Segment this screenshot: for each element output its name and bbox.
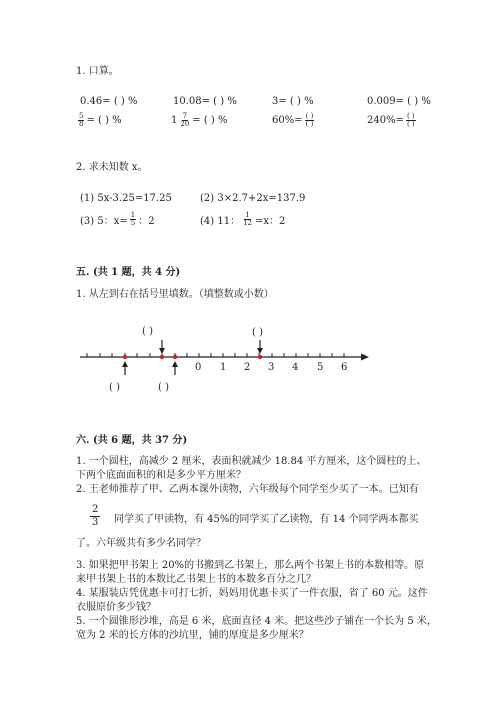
number-label-5: 5 [317, 362, 324, 373]
problem-1-line-2: 下两个底面面积的和是多少平方厘米？ [76, 470, 246, 481]
oral-item-4: 0.009= ( ) % [367, 96, 431, 107]
bottom-paren-left: ( ) [109, 382, 120, 393]
section-5-question-1: 1. 从左到右在括号里填数。（填整数或小数） [76, 289, 274, 300]
oral-item-3: 3= ( ) % [272, 96, 314, 107]
problem-5-line-1: 5. 一个圆锥形沙堆，高是 6 米，底面直径 4 米。把这些沙子铺在一个长为 5 米， [76, 616, 437, 627]
up-arrow-icon [172, 361, 178, 375]
oral-item-8: 240%= $\frac{( )}{( )}$ [367, 112, 415, 128]
number-line-arrow-icon [361, 354, 369, 361]
problem-2-fraction: $\frac{2}{3}$ [92, 504, 99, 528]
point-marker [173, 355, 177, 359]
problem-2-line-2: 同学买了甲读物，有 45%的同学买了乙读物，有 14 个同学两本都买 [114, 514, 419, 525]
oral-item-2: 10.08= ( ) % [173, 96, 237, 107]
problem-3-line-1: 3. 如果把甲书架上 20%的书搬到乙书架上，那么两个书架上书的本数相等。原 [76, 560, 425, 571]
number-line [80, 335, 370, 380]
fraction: $\frac{( )}{( )}$ [406, 112, 415, 128]
bottom-paren-right: ( ) [158, 382, 169, 393]
oral-item-6: 1 $\frac{7}{20}$ = ( ) % [171, 112, 228, 128]
question-2-title: 2. 求未知数 x。 [76, 162, 148, 173]
fraction: $\frac{( )}{( )}$ [305, 112, 314, 128]
oral-item-1: 0.46= ( ) % [80, 96, 138, 107]
up-arrow-icon [122, 361, 128, 375]
equation-2: (2) 3×2.7+2x=137.9 [200, 193, 306, 204]
down-arrow-icon [257, 340, 263, 354]
oral-item-7: 60%= $\frac{( )}{( )}$ [272, 112, 314, 128]
number-label-1: 1 [220, 362, 227, 373]
point-marker [123, 355, 127, 359]
problem-1-line-1: 1. 一个圆柱，高减少 2 厘米，表面积就减少 18.84 平方厘米，这个圆柱的上、 [76, 456, 427, 467]
top-paren-left: ( ) [142, 326, 153, 337]
problem-2-line-1: 2. 王老师推荐了甲、乙两本课外读物，六年级每个同学至少买了一本。已知有 [76, 484, 419, 495]
equation-3: (3) 5：x= $\frac{1}{5}$ ：2 [80, 211, 155, 227]
fraction: $\frac{7}{20}$ [180, 112, 190, 128]
number-label-4: 4 [292, 362, 299, 373]
equation-4: (4) 11： $\frac{1}{12}$ =x：2 [200, 211, 286, 227]
problem-4-line-2: 衣服原价多少钱？ [76, 602, 156, 613]
question-1-title: 1. 口算。 [76, 66, 119, 77]
top-paren-right: ( ) [252, 327, 263, 338]
oral-item-5: $\frac{5}{8}$ = ( ) % [79, 112, 122, 128]
problem-2-line-3: 了。六年级共有多少名同学？ [76, 538, 206, 549]
section-6-heading: 六. (共 6 题，共 37 分) [76, 435, 188, 446]
problem-4-line-1: 4. 某服装店凭优惠卡可打七折，妈妈用优惠卡买了一件衣服，省了 60 元。这件 [76, 588, 428, 599]
point-marker [160, 355, 164, 359]
problem-3-line-2: 来甲书架上书的本数比乙书架上书的本数多百分之几？ [76, 574, 316, 585]
problem-5-line-2: 宽为 2 米的长方体的沙坑里，铺的厚度是多少厘米？ [76, 630, 309, 641]
number-label-3: 3 [268, 362, 275, 373]
number-label-2: 2 [244, 362, 251, 373]
point-marker [258, 355, 262, 359]
fraction: $\frac{1}{12}$ [243, 211, 252, 227]
number-label-6: 6 [341, 362, 348, 373]
fraction: $\frac{1}{5}$ [130, 211, 136, 227]
equation-1: (1) 5x-3.25=17.25 [80, 193, 172, 204]
section-5-heading: 五. (共 1 题，共 4 分) [76, 267, 181, 278]
number-label-0: 0 [195, 362, 202, 373]
down-arrow-icon [159, 340, 165, 354]
fraction: $\frac{5}{8}$ [79, 112, 84, 128]
